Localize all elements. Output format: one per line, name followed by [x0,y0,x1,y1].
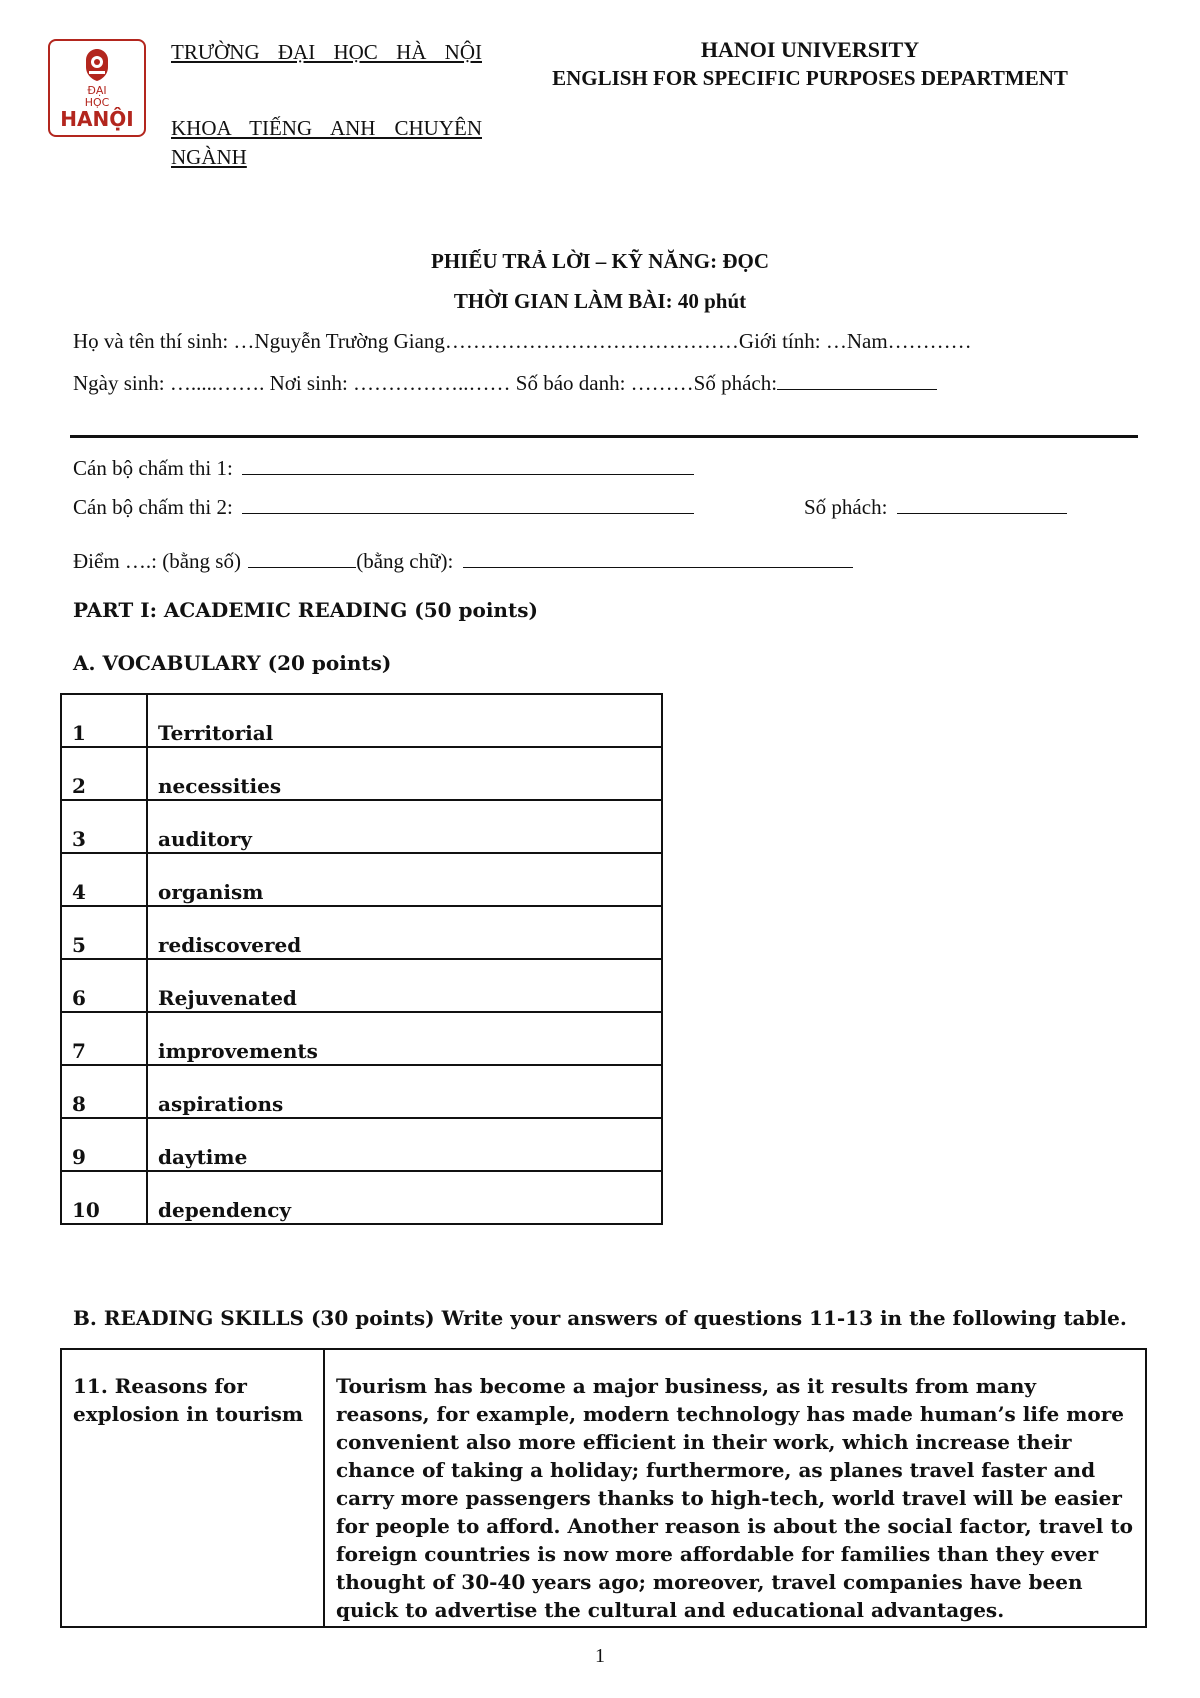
grading-so-phach-blank[interactable] [897,493,1067,514]
examiner-2-row [73,493,694,520]
vocab-row [61,1065,662,1118]
score-words-blank[interactable] [463,547,853,568]
section-a-heading: A. VOCABULARY (20 points) [73,651,392,675]
answer-row [61,1349,1146,1627]
vocab-number: 2 [61,747,147,800]
candidate-dob-text: Ngày sinh: ….....……. Nơi sinh: ……………..…… Số báo danh: ………Số phách: [73,371,778,395]
vocab-number: 9 [61,1118,147,1171]
vocab-row [61,747,662,800]
vn-department-name: KHOA TIẾNG ANH CHUYÊN NGÀNH [171,116,482,169]
en-department-name: ENGLISH FOR SPECIFIC PURPOSES DEPARTMENT [552,66,1068,90]
examiner-2-blank[interactable] [242,493,694,514]
candidate-dob-line [73,369,937,396]
score-row [73,547,853,574]
vocab-answer[interactable]: dependency [147,1171,662,1224]
vocab-row [61,1012,662,1065]
vocab-number: 7 [61,1012,147,1065]
vocab-answer[interactable]: rediscovered [147,906,662,959]
vocab-answer[interactable]: organism [147,853,662,906]
vocab-number: 8 [61,1065,147,1118]
vocab-number: 5 [61,906,147,959]
exam-time: THỜI GIAN LÀM BÀI: 40 phút [453,289,747,313]
vocab-number: 4 [61,853,147,906]
vocab-number: 10 [61,1171,147,1224]
vocab-answer[interactable]: Territorial [147,694,662,747]
vocab-row [61,853,662,906]
en-school-name: HANOI UNIVERSITY [700,37,920,62]
reading-answers-table [60,1348,1147,1628]
vocab-row [61,959,662,1012]
section-b-heading: B. READING SKILLS (30 points) Write your answers of questions 11-13 in the following table. [73,1306,1127,1330]
vn-school-name: TRƯỜNG ĐẠI HỌC HÀ NỘI [171,40,482,64]
vocab-answer[interactable]: Rejuvenated [147,959,662,1012]
vocab-row [61,800,662,853]
vocab-answer[interactable]: daytime [147,1118,662,1171]
vocab-row [61,694,662,747]
vocab-number: 6 [61,959,147,1012]
vocab-number: 3 [61,800,147,853]
so-phach-blank[interactable] [777,369,937,390]
answer-sheet-title: PHIẾU TRẢ LỜI – KỸ NĂNG: ĐỌC [431,249,769,273]
question-label: 11. Reasons for explosion in tourism [61,1349,324,1627]
score-number-blank[interactable] [248,547,356,568]
vocab-answer[interactable]: aspirations [147,1065,662,1118]
vocab-row [61,1171,662,1224]
candidate-name-line: Họ và tên thí sinh: …Nguyễn Trường Giang……………………………………Giới tính: …Nam………… [73,329,972,353]
vocab-answer[interactable]: auditory [147,800,662,853]
page-number: 1 [595,1645,605,1667]
separator-line [70,435,1138,438]
vocab-number: 1 [61,694,147,747]
vocabulary-table [60,693,663,1225]
score-words-label: (bằng chữ): [356,549,454,573]
university-logo [48,39,146,137]
part-1-heading: PART I: ACADEMIC READING (50 points) [73,598,538,622]
grading-so-phach-row [804,493,1067,520]
examiner-1-blank[interactable] [242,454,694,475]
examiner-2-label: Cán bộ chấm thi 2: [73,495,233,519]
vocab-answer[interactable]: improvements [147,1012,662,1065]
examiner-1-label: Cán bộ chấm thi 1: [73,456,233,480]
crest-icon [78,47,116,83]
logo-text-3: HANỘI [60,107,134,131]
logo-text-1: ĐẠI [87,84,107,97]
grading-so-phach-label: Số phách: [804,495,888,519]
score-label: Điểm ….: (bằng số) [73,549,241,573]
answer-text[interactable]: Tourism has become a major business, as it results from many reasons, for example, modern technology has made human’s life more convenient also more efficient in their work, which increase their chance of taking a holiday; furthermore, as planes travel faster and carry more passengers thanks to high-tech, world travel will be easier for people to afford. Another reason is about the social factor, travel to foreign countries is now more affordable for families than they ever thought of 30-40 years ago; moreover, travel companies have been quick to advertise the cultural and educational advantages. [324,1349,1146,1627]
examiner-1-row [73,454,694,481]
vocab-row [61,1118,662,1171]
vocab-answer[interactable]: necessities [147,747,662,800]
vocab-row [61,906,662,959]
logo-text-2: HỌC [84,96,110,109]
